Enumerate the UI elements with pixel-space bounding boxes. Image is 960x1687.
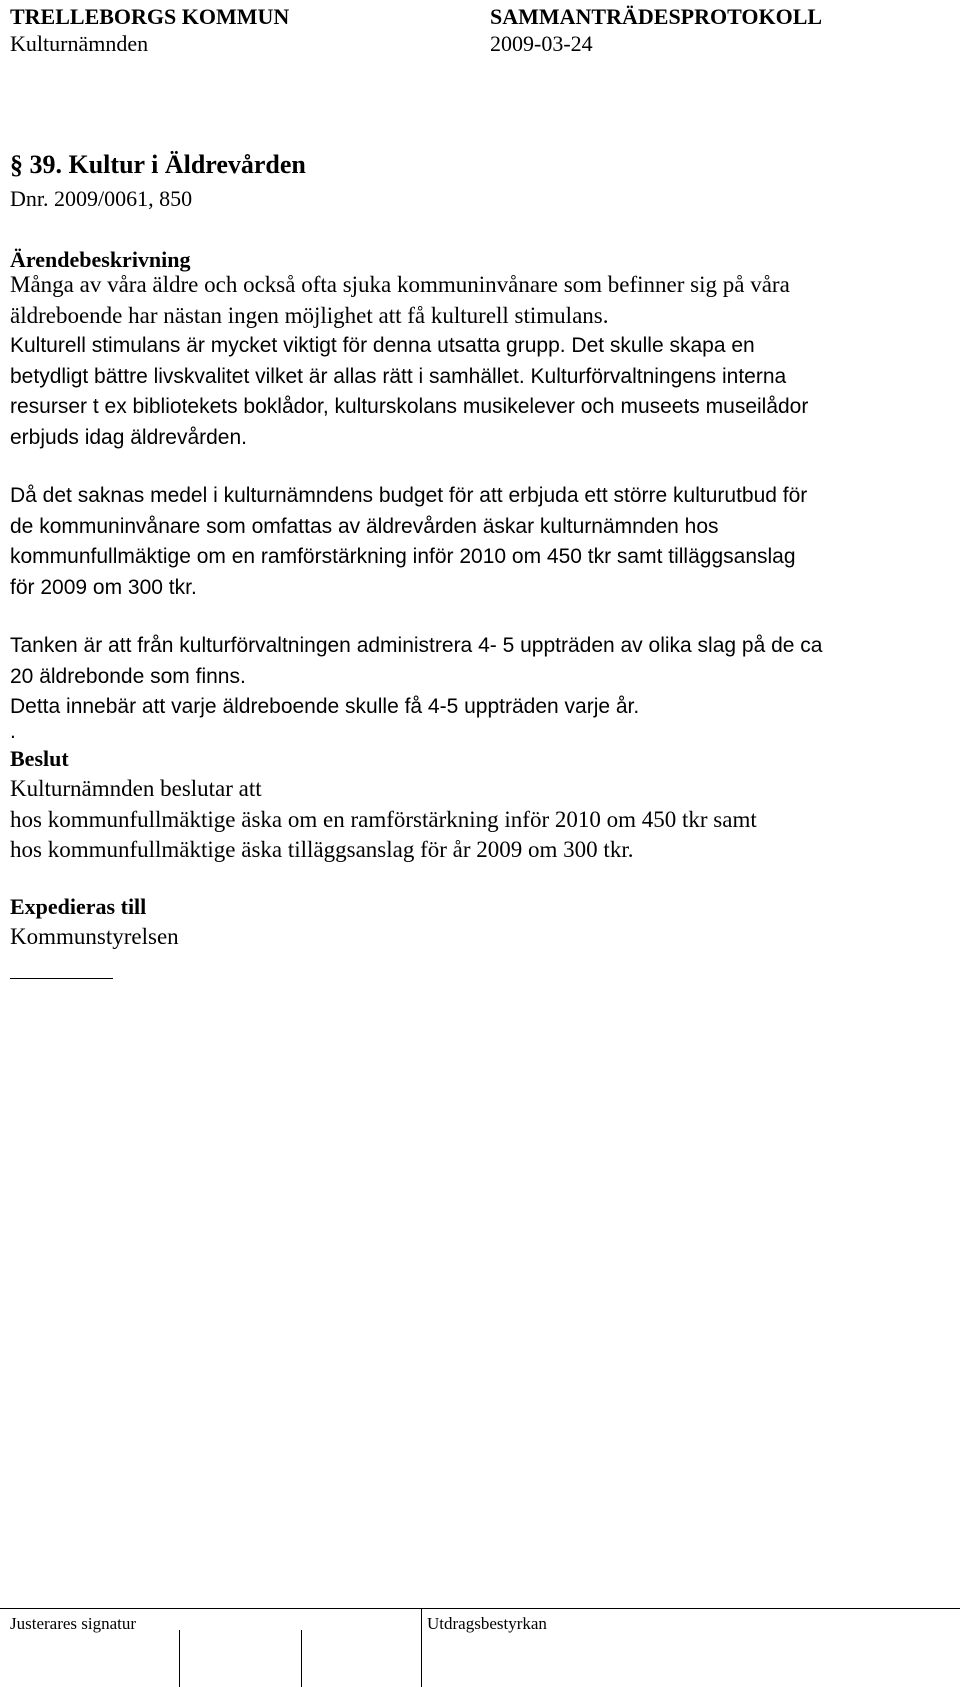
committee-name: Kulturnämnden (10, 31, 149, 56)
paragraph-line: erbjuds idag äldrevården. (10, 425, 247, 449)
paragraph-line: betydligt bättre livskvalitet vilket är allas rätt i samhället. Kulturförvaltningens interna (10, 364, 787, 388)
footer-top-rule (0, 1608, 960, 1609)
document-type: SAMMANTRÄDESPROTOKOLL (490, 4, 823, 29)
description-paragraph-2 (10, 331, 808, 453)
description-paragraph-4 (10, 631, 822, 741)
paragraph-line: Tanken är att från kulturförvaltningen administrera 4- 5 uppträden av olika slag på de ca (10, 634, 823, 657)
excerpt-label: Utdragsbestyrkan (427, 1614, 547, 1633)
section-heading (10, 150, 306, 180)
org-name: TRELLEBORGS KOMMUN (10, 4, 290, 29)
paragraph-line: Detta innebär att varje äldreboende skulle få 4-5 uppträden varje år. (10, 695, 640, 718)
signature-divider (421, 1608, 422, 1687)
signature-divider (301, 1630, 302, 1687)
paragraph-line: äldreboende har nästan ingen möjlighet att få kulturell stimulans. (10, 302, 609, 328)
description-heading: Ärendebeskrivning (10, 247, 191, 272)
section-title: 39. Kultur i Äldrevården (29, 150, 306, 179)
paragraph-line: för 2009 om 300 tkr. (10, 575, 197, 599)
paragraph-line: Många av våra äldre och också ofta sjuka kommuninvånare som befinner sig på våra (10, 272, 790, 297)
meeting-date: 2009-03-24 (490, 31, 593, 56)
paragraph-line: . (10, 719, 16, 743)
description-paragraph-1 (10, 270, 790, 331)
description-paragraph-3 (10, 481, 807, 603)
end-rule (10, 978, 113, 979)
case-number: Dnr. 2009/0061, 850 (10, 186, 193, 211)
decision-text (10, 774, 757, 866)
paragraph-line: 20 äldrebonde som finns. (10, 664, 246, 688)
decision-line: hos kommunfullmäktige äska om en ramförstärkning inför 2010 om 450 tkr samt (10, 806, 757, 832)
paragraph-line: Då det saknas medel i kulturnämndens budget för att erbjuda ett större kulturutbud för (10, 484, 808, 507)
signature-divider (179, 1630, 180, 1687)
decision-line: Kulturnämnden beslutar att (10, 776, 262, 801)
paragraph-line: Kulturell stimulans är mycket viktigt för denna utsatta grupp. Det skulle skapa en (10, 334, 755, 357)
dispatch-heading: Expedieras till (10, 894, 147, 919)
section-symbol: § (10, 150, 23, 179)
paragraph-line: kommunfullmäktige om en ramförstärkning inför 2010 om 450 tkr samt tilläggsanslag (10, 545, 796, 568)
dispatch-recipient: Kommunstyrelsen (10, 924, 179, 949)
decision-line: hos kommunfullmäktige äska tilläggsanslag för år 2009 om 300 tkr. (10, 837, 634, 862)
paragraph-line: resurser t ex bibliotekets boklådor, kulturskolans musikelever och museets museilådor (10, 395, 809, 418)
signature-label: Justerares signatur (10, 1614, 137, 1633)
paragraph-line: de kommuninvånare som omfattas av äldrevården äskar kulturnämnden hos (10, 514, 719, 538)
decision-heading: Beslut (10, 746, 69, 771)
